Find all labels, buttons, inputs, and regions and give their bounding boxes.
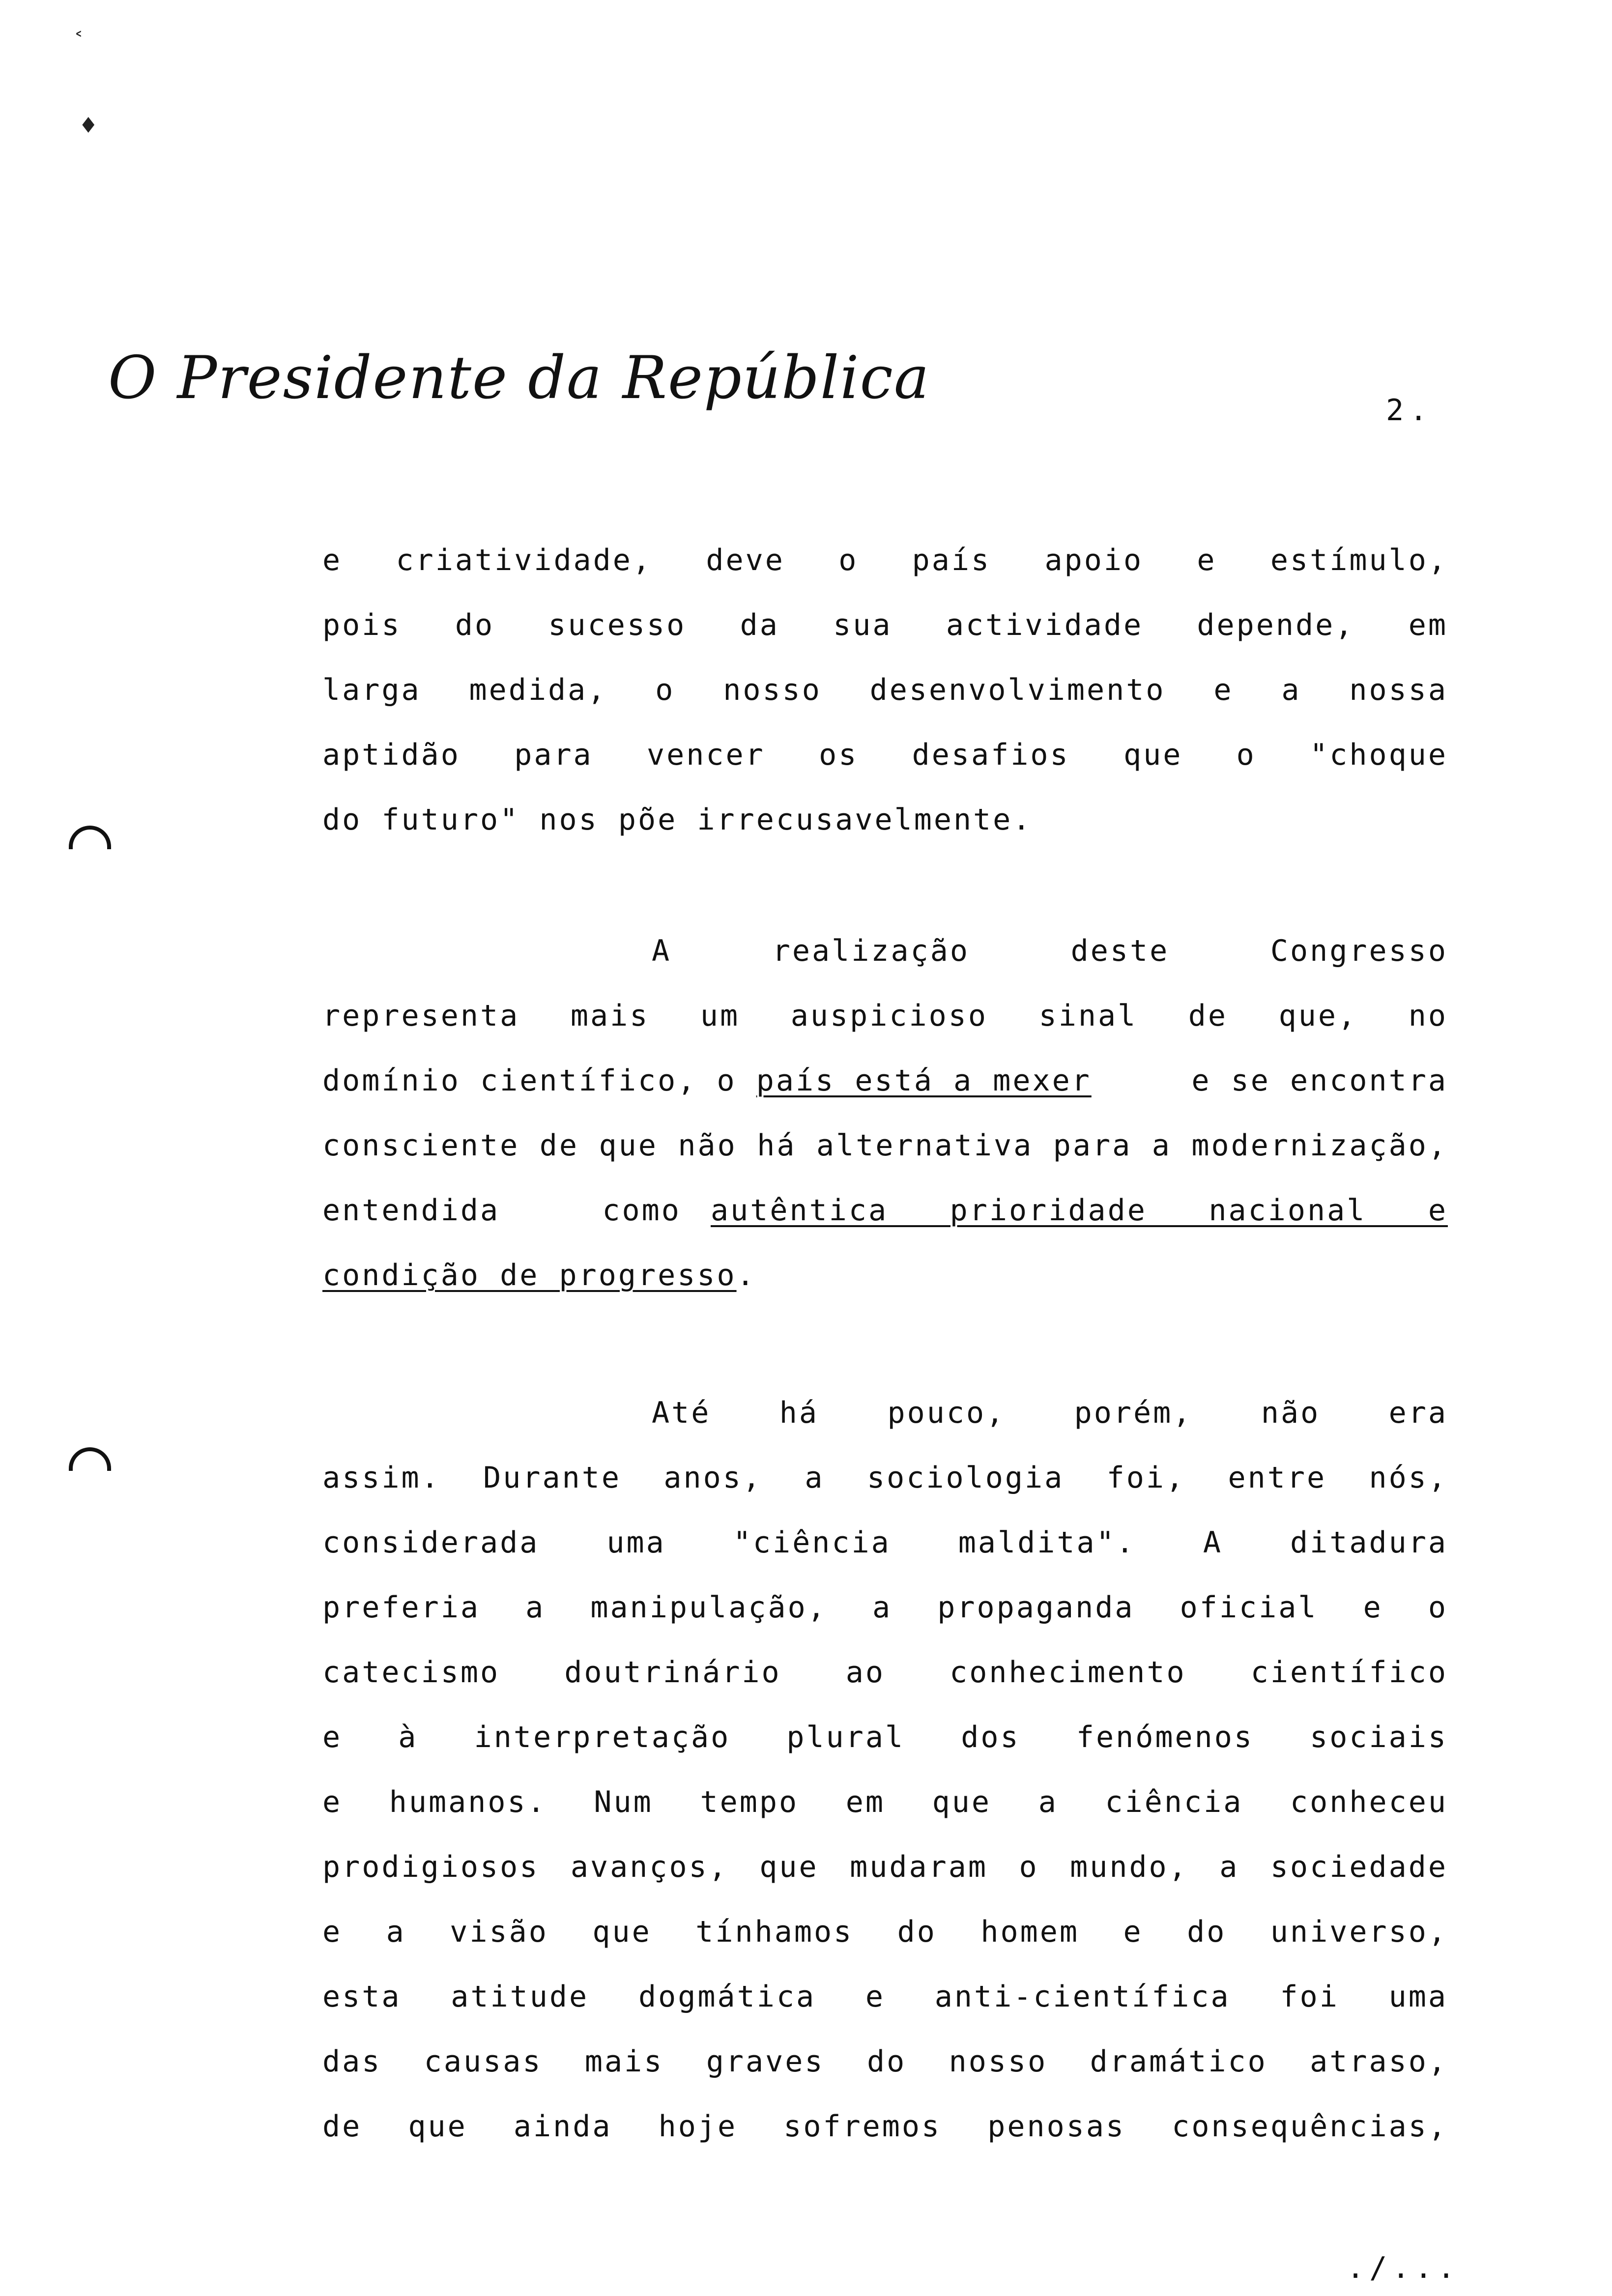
text-line: de que ainda hoje sofremos penosas consequências, <box>322 2109 1448 2144</box>
text-line-indented: A realização deste Congresso <box>652 934 1448 968</box>
text-line-indented: Até há pouco, porém, não era <box>652 1396 1448 1430</box>
text-line: prodigiosos avanços, que mudaram o mundo, a sociedade <box>322 1850 1448 1884</box>
text-line: e a visão que tínhamos do homem e do universo, <box>322 1915 1448 1949</box>
text-line: e humanos. Num tempo em que a ciência conheceu <box>322 1785 1448 1819</box>
text-line: catecismo doutrinário ao conhecimento científico <box>322 1655 1448 1690</box>
paragraph-1 <box>322 545 1448 870</box>
text-line: das causas mais graves do nosso dramático atraso, <box>322 2044 1448 2079</box>
text-fragment: . <box>736 1258 756 1292</box>
text-fragment: domínio científico, o <box>322 1063 756 1098</box>
underlined-phrase: condição de progresso <box>322 1258 737 1292</box>
text-line: do futuro" nos põe irrecusavelmente. <box>322 803 1033 837</box>
paragraph-2 <box>322 936 1448 1325</box>
text-line: representa mais um auspicioso sinal de que, no <box>322 999 1448 1033</box>
text-line <box>322 1063 1448 1098</box>
text-line <box>322 1258 1448 1292</box>
text-line: larga medida, o nosso desenvolvimento e a nossa <box>322 673 1448 707</box>
underlined-phrase: autêntica prioridade nacional e <box>711 1193 1448 1228</box>
text-fragment: entendida como <box>322 1193 701 1228</box>
text-line: considerada uma "ciência maldita". A ditadura <box>322 1525 1448 1560</box>
continuation-mark: ./... <box>1347 2251 1460 2285</box>
text-line: pois do sucesso da sua actividade depende, em <box>322 608 1448 642</box>
text-line: assim. Durante anos, a sociologia foi, entre nós, <box>322 1461 1448 1495</box>
text-line: e à interpretação plural dos fenómenos sociais <box>322 1720 1448 1754</box>
letterhead-title: O Presidente da República <box>108 344 930 412</box>
page-number: 2. <box>1386 393 1434 428</box>
text-fragment: e se encontra <box>1172 1063 1448 1098</box>
underlined-phrase: país está a mexer <box>756 1063 1092 1098</box>
margin-bracket-mark <box>69 1447 111 1471</box>
text-line: preferia a manipulação, a propaganda oficial e o <box>322 1590 1448 1625</box>
margin-bracket-mark <box>69 826 111 849</box>
text-line: consciente de que não há alternativa para a modernização, <box>322 1128 1448 1163</box>
text-line <box>322 1193 1448 1228</box>
text-line: esta atitude dogmática e anti-científica foi uma <box>322 1980 1448 2014</box>
text-line: aptidão para vencer os desafios que o "choque <box>322 738 1448 772</box>
text-line: e criatividade, deve o país apoio e estímulo, <box>322 543 1448 577</box>
paragraph-3 <box>322 1398 1448 2177</box>
corner-speck-middle: ♦ <box>79 113 98 138</box>
corner-speck-top: ˂ <box>74 29 84 52</box>
